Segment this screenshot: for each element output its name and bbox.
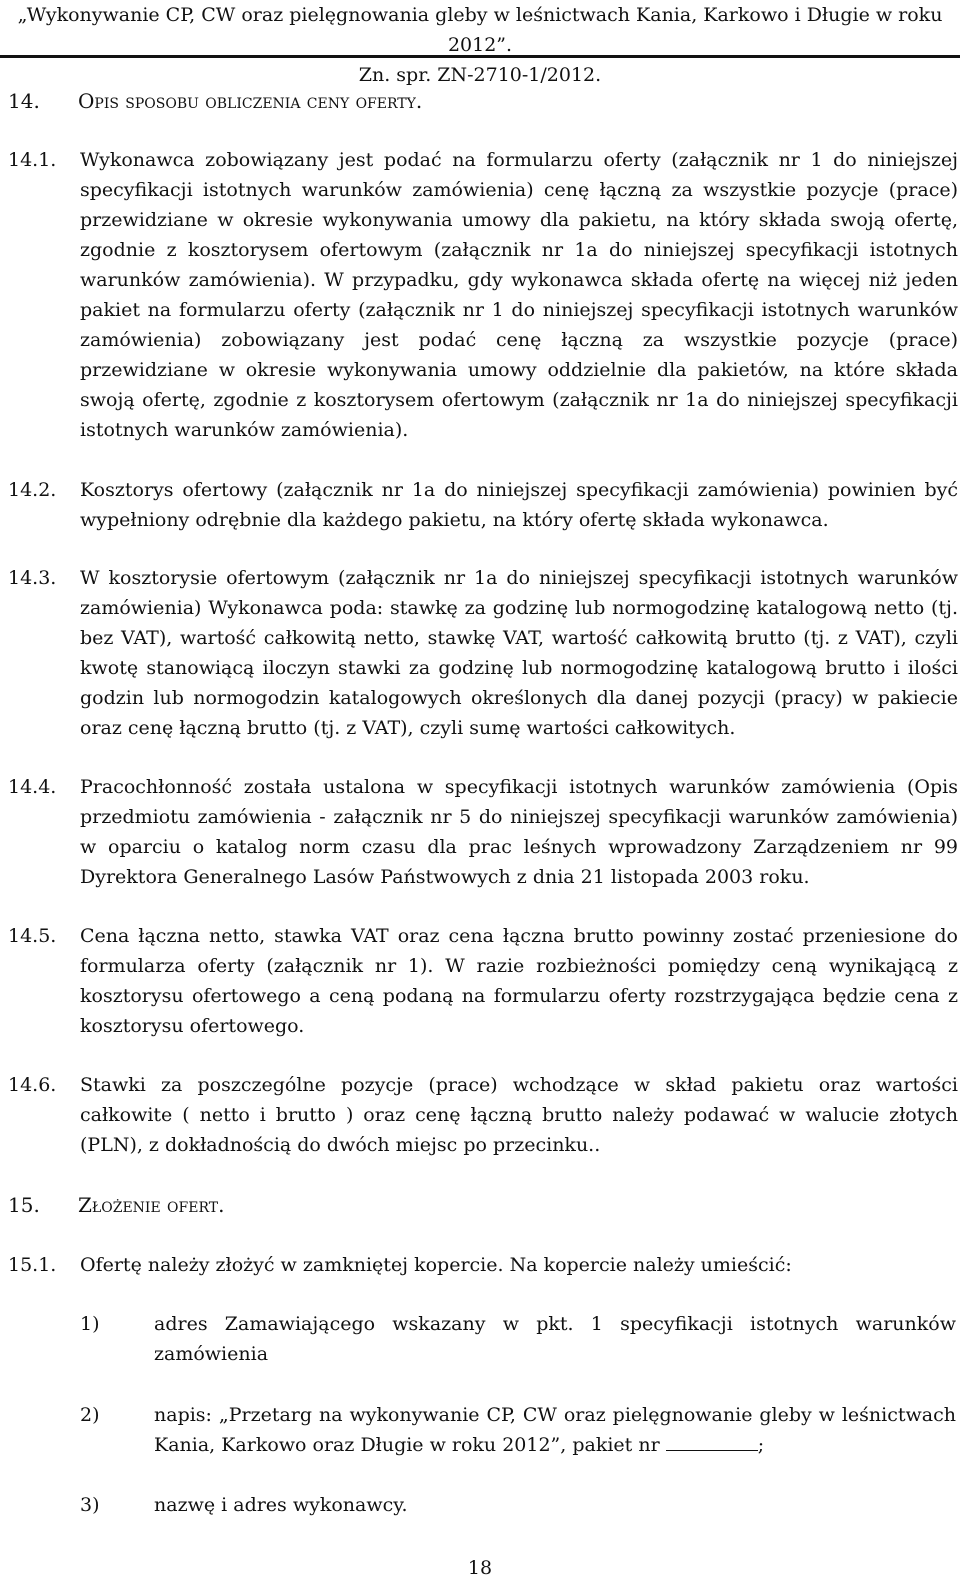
paragraph-text: Pracochłonność została ustalona w specyfikacji istotnych warunków zamówienia (Opis przedmiotu zamówienia - załącznik nr 5 do niniejszej specyfikacji warunków zamówienia) w oparciu o katalog norm czasu dla prac leśnych wprowadzony Zarządzeniem nr 99 Dyrektora Generalnego Lasów Państwowych z dnia 21 listopada 2003 roku. (80, 776, 958, 888)
paragraph-number: 14.2. (8, 479, 57, 501)
paragraph-text: Kosztorys ofertowy (załącznik nr 1a do niniejszej specyfikacji zamówienia) powinien być wypełniony odrębnie dla każdego pakietu, na który ofertę składa wykonawca. (80, 479, 958, 531)
paragraph-15-1 (8, 1250, 958, 1280)
section-title: Złożenie ofert. (78, 1193, 225, 1217)
list-item-text-content: napis: „Przetarg na wykonywanie CP, CW oraz pielęgnowanie gleby w leśnictwach Kania, Karkowo oraz Długie w roku 2012”, pakiet nr (154, 1404, 956, 1456)
list-item-text (154, 1400, 956, 1460)
paragraph-14-5 (8, 921, 958, 1041)
section-number: 14. (8, 89, 40, 113)
paragraph-14-6 (8, 1070, 958, 1160)
paragraph-number: 14.4. (8, 776, 57, 798)
paragraph-text: W kosztorysie ofertowym (załącznik nr 1a do niniejszej specyfikacji istotnych warunków zamówienia) Wykonawca poda: stawkę za godzinę lub normogodzinę katalogową netto (tj. bez VAT), wartość całkowitą netto, stawkę VAT, wartość całkowitą brutto (tj. z VAT), czyli kwotę stanowiącą iloczyn stawki za godzinę lub normogodzinę katalogową brutto i ilości godzin lub normogodzin katalogowych określonych dla danej pozycji (pracy) w pakiecie oraz cenę łączną brutto (tj. z VAT), czyli sumę wartości całkowitych. (80, 567, 958, 739)
section-heading-15 (8, 1190, 948, 1220)
header-divider (0, 55, 960, 58)
list-item-2 (80, 1400, 956, 1460)
list-item-text: adres Zamawiającego wskazany w pkt. 1 specyfikacji istotnych warunków zamówienia (154, 1313, 956, 1365)
list-item-number: 3) (80, 1494, 100, 1516)
list-item-number: 1) (80, 1313, 100, 1335)
paragraph-number: 15.1. (8, 1254, 57, 1276)
paragraph-text: Wykonawca zobowiązany jest podać na formularzu oferty (załącznik nr 1 do niniejszej specyfikacji istotnych warunków zamówienia) cenę łączną za wszystkie pozycje (prace) przewidziane w okresie wykonywania umowy dla pakietu, na który składa swoją ofertę, zgodnie z kosztorysem ofertowym (załącznik nr 1a do niniejszej specyfikacji istotnych warunków zamówienia). W przypadku, gdy wykonawca składa ofertę na więcej niż jeden pakiet na formularzu oferty (załącznik nr 1 do niniejszej specyfikacji istotnych warunków zamówienia) zobowiązany jest podać cenę łączną za wszystkie pozycje (prace) przewidziane w okresie wykonywania umowy oddzielnie dla pakietów, na które składa swoją ofertę, zgodnie z kosztorysem ofertowym (załącznik nr 1a do niniejszej specyfikacji istotnych warunków zamówienia). (80, 149, 958, 441)
section-heading-14 (8, 86, 948, 116)
paragraph-text: Ofertę należy złożyć w zamkniętej kopercie. Na kopercie należy umieścić: (80, 1254, 792, 1276)
list-item-1 (80, 1309, 956, 1369)
page-header (0, 0, 960, 90)
paragraph-14-1 (8, 145, 958, 445)
list-item-3 (80, 1490, 956, 1520)
paragraph-number: 14.6. (8, 1074, 57, 1096)
section-title: Opis sposobu obliczenia ceny oferty. (78, 89, 423, 113)
paragraph-number: 14.5. (8, 925, 57, 947)
header-reference: Zn. spr. ZN-2710-1/2012. (358, 64, 602, 86)
paragraph-text: Stawki za poszczególne pozycje (prace) wchodzące w skład pakietu oraz wartości całkowite ( netto i brutto ) oraz cenę łączną brutto należy podawać w walucie złotych (PLN), z dokładnością do dwóch miejsc po przecinku.. (80, 1074, 958, 1156)
paragraph-number: 14.3. (8, 567, 57, 589)
paragraph-number: 14.1. (8, 149, 57, 171)
section-number: 15. (8, 1193, 40, 1217)
list-item-number: 2) (80, 1404, 100, 1426)
paragraph-14-4 (8, 772, 958, 892)
blank-field-line (666, 1432, 758, 1451)
page-number: 18 (467, 1557, 493, 1579)
list-item-text: nazwę i adres wykonawcy. (154, 1494, 408, 1516)
paragraph-text: Cena łączna netto, stawka VAT oraz cena łączna brutto powinny zostać przeniesione do formularza oferty (załącznik nr 1). W razie rozbieżności pomiędzy ceną wynikającą z kosztorysu ofertowego a ceną podaną na formularzu oferty rozstrzygająca będzie cena z kosztorysu ofertowego. (80, 925, 958, 1037)
paragraph-14-3 (8, 563, 958, 743)
header-title: „Wykonywanie CP, CW oraz pielęgnowania gleby w leśnictwach Kania, Karkowo i Długie w roku 2012”. (17, 4, 943, 56)
list-item-suffix: ; (757, 1434, 765, 1456)
paragraph-14-2 (8, 475, 958, 535)
